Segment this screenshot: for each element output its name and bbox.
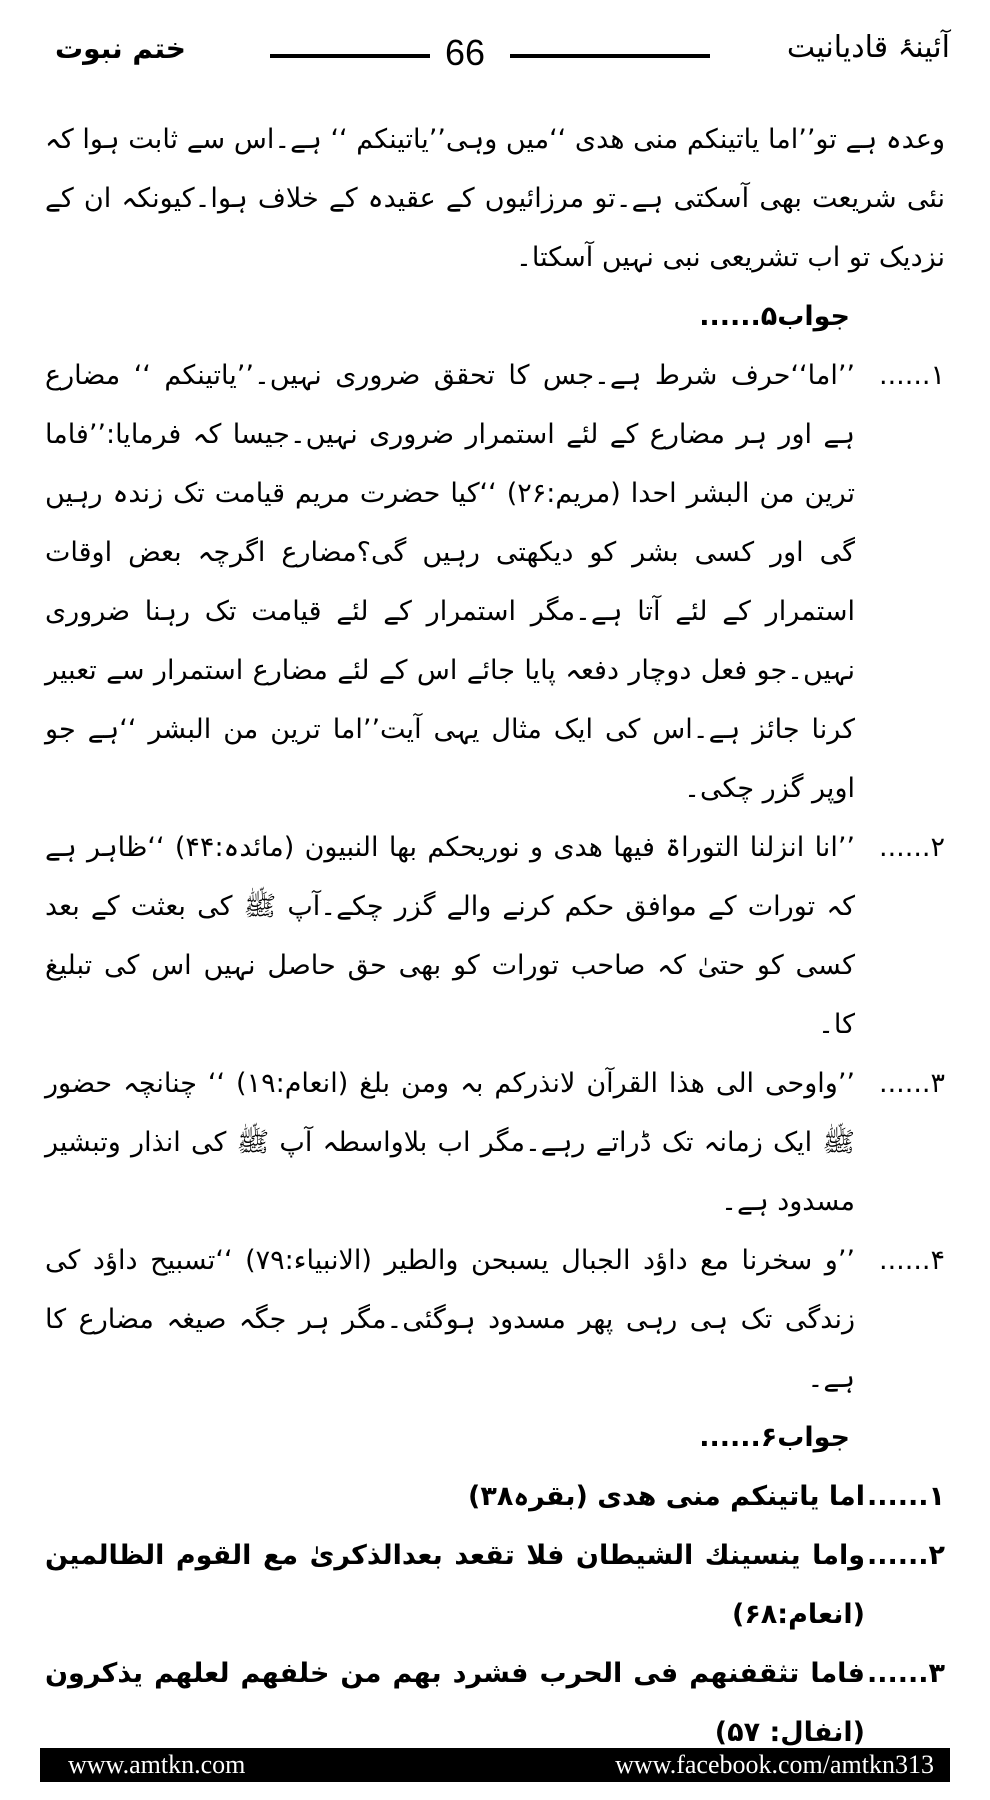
list-item xyxy=(45,1231,945,1408)
footer-website-link[interactable]: www.amtkn.com xyxy=(68,1750,246,1779)
list-item xyxy=(45,1467,945,1526)
page-header xyxy=(40,30,950,80)
answer6-list xyxy=(45,1467,945,1762)
footer-facebook-link[interactable]: www.facebook.com/amtkn313 xyxy=(615,1750,934,1779)
paragraph: وعدہ ہے تو’’اما یاتینکم منی ھدی ‘‘میں وہی’’یاتینکم ‘‘ ہے۔اس سے ثابت ہوا کہ نئی شریعت بھی آسکتی ہے۔تو مرزائیوں کے عقیدہ کے خلاف ہوا۔کیونکہ ان کے نزدیک تو اب تشریعی نبی نہیں آسکتا۔ xyxy=(45,124,945,273)
list-item xyxy=(45,1644,945,1762)
item-text: اما یاتینکم منی ھدی (بقرہ۳۸) xyxy=(468,1481,865,1512)
body-text xyxy=(45,110,945,1762)
item-number: ۱...... xyxy=(866,1481,945,1512)
item-text: فاما تثقفنھم فی الحرب فشرد بھم من خلفھم لعلھم یذکرون (انفال: ۵۷) xyxy=(45,1658,865,1748)
page-footer xyxy=(40,1748,950,1782)
item-text: ’’انا انزلنا التوراۃ فیھا ھدی و نوریحکم بھا النبیون (مائدہ:۴۴) ‘‘ظاہر ہے کہ تورات کے موافق حکم کرنے والے گزر چکے۔آپ ﷺ کی بعثت کے بعد کسی کو حتیٰ کہ صاحب تورات کو بھی حق حاصل نہیں اس کی تبلیغ کا۔ xyxy=(45,832,855,1040)
book-title: آئینۂ قادیانیت xyxy=(786,30,950,65)
answer5-list xyxy=(45,346,945,1408)
item-number: ۲...... xyxy=(878,832,945,863)
item-number: ۴...... xyxy=(878,1245,945,1276)
item-text: ’’و سخرنا مع داؤد الجبال یسبحن والطیر (الانبیاء:۷۹) ‘‘تسبیح داؤد کی زندگی تک ہی رہی پھر مسدود ہوگئی۔مگر ہر جگہ صیغہ مضارع کا ہے۔ xyxy=(45,1245,855,1394)
header-rule-right xyxy=(510,54,710,58)
page-number-rule xyxy=(270,32,710,72)
item-number: ۱...... xyxy=(878,360,945,391)
item-number: ۳...... xyxy=(866,1658,945,1689)
item-text: ’’اما‘‘حرف شرط ہے۔جس کا تحقق ضروری نہیں۔’’یاتینکم ‘‘ مضارع ہے اور ہر مضارع کے لئے استمرار ضروری نہیں۔جیسا کہ فرمایا:’’فاما ترین من البشر احدا (مریم:۲۶) ‘‘کیا حضرت مریم قیامت تک زندہ رہیں گی اور کسی بشر کو دیکھتی رہیں گی؟مضارع اگرچہ بعض اوقات استمرار کے لئے آتا ہے۔مگر استمرار کے لئے قیامت تک رہنا ضروری نہیں۔جو فعل دوچار دفعہ پایا جائے اس کے لئے مضارع استمرار سے تعبیر کرنا جائز ہے۔اس کی ایک مثال یہی آیت’’اما ترین من البشر ‘‘ہے جو اوپر گزر چکی۔ xyxy=(45,360,855,804)
answer6-heading: جواب۶...... xyxy=(699,1422,850,1453)
item-text: ’’واوحی الی ھذا القرآن لانذرکم بہ ومن بلغ (انعام:۱۹) ‘‘ چنانچہ حضور ﷺ ایک زمانہ تک ڈراتے رہے۔مگر اب بلاواسطہ آپ ﷺ کی انذار وتبشیر مسدود ہے۔ xyxy=(45,1068,855,1217)
section-title: ختم نبوت xyxy=(55,32,186,65)
header-rule-left xyxy=(270,54,430,58)
list-item xyxy=(45,1054,945,1231)
list-item xyxy=(45,818,945,1054)
list-item xyxy=(45,346,945,818)
item-number: ۳...... xyxy=(878,1068,945,1099)
list-item xyxy=(45,1526,945,1644)
item-number: ۲...... xyxy=(866,1540,945,1571)
item-text: واما ینسینك الشیطان فلا تقعد بعدالذکریٰ مع القوم الظالمین (انعام:۶۸) xyxy=(45,1540,865,1630)
answer5-heading: جواب۵...... xyxy=(699,301,850,332)
page-number: 66 xyxy=(445,32,486,73)
